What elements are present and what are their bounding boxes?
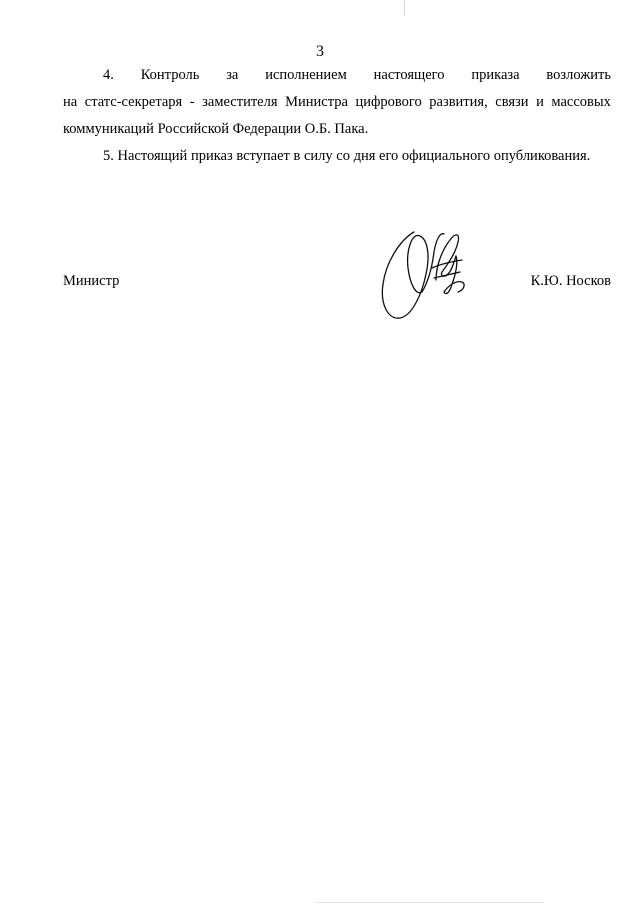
- p4-word: исполнением: [265, 67, 347, 83]
- p4-word: 4.: [103, 67, 114, 83]
- p4-word: и: [536, 94, 544, 110]
- p4-word: цифрового: [355, 94, 422, 110]
- signatory-title: Министр: [63, 273, 120, 289]
- p4-word: -: [189, 94, 195, 110]
- p4-word: развития,: [429, 94, 488, 110]
- p4-word: связи: [495, 94, 529, 110]
- p4-word: за: [226, 67, 239, 83]
- p4-word: приказа: [471, 67, 520, 83]
- paragraph-4-line-2: [63, 89, 611, 116]
- p4-word: Контроль: [140, 67, 200, 83]
- signatory-name: К.Ю. Носков: [530, 273, 611, 289]
- scan-mark-top: [404, 0, 405, 16]
- paragraph-4-continuation: [63, 89, 611, 143]
- p4-word: Министра: [285, 94, 348, 110]
- p4-word: настоящего: [373, 67, 445, 83]
- paragraph-4-first-line: [63, 62, 611, 89]
- p4-word: статс-секретаря: [84, 94, 183, 110]
- paragraph-4-line-3: коммуникаций Российской Федерации О.Б. Пака.: [63, 121, 369, 137]
- handwritten-signature: [374, 222, 474, 326]
- p4-word: возложить: [546, 67, 611, 83]
- p4-word: массовых: [551, 94, 611, 110]
- paragraph-5: 5. Настоящий приказ вступает в силу со дня его официального опубликования.: [103, 148, 591, 164]
- scan-mark-bottom: [314, 902, 544, 903]
- p4-word: заместителя: [202, 94, 278, 110]
- p4-word: на: [63, 94, 78, 110]
- page-number: 3: [316, 43, 324, 60]
